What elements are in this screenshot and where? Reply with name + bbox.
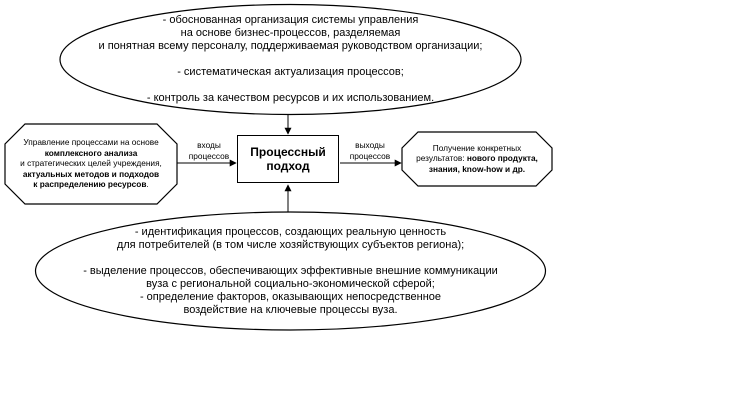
bottom-line-5: - определение факторов, оказывающих непосредственное — [139, 290, 442, 303]
left-line-1: Управление процессами на основе — [23, 137, 159, 148]
left-line-5: к распределению ресурсов. — [33, 179, 149, 190]
outputs-label-line-1: выходы — [355, 140, 385, 150]
bottom-line-2: для потребителей (в том числе хозяйствующих субъектов региона); — [116, 238, 465, 251]
center-box — [237, 135, 339, 183]
left-line-3: и стратегических целей учреждения, — [20, 158, 162, 169]
left-octagon — [5, 123, 177, 204]
outputs-label — [340, 140, 400, 161]
right-line-1: Получение конкретных — [432, 142, 522, 153]
bottom-ellipse — [35, 211, 546, 331]
inputs-label — [183, 140, 235, 161]
left-line-2: комплексного анализа — [44, 147, 138, 158]
inputs-label-line-1: входы — [197, 140, 221, 150]
bottom-line-3: - выделение процессов, обеспечивающих эффективные внешние коммуникации — [83, 264, 498, 277]
outputs-label-line-2: процессов — [349, 150, 391, 161]
top-line-1: - обоснованная организация системы управления — [162, 14, 419, 26]
left-line-4: актуальных методов и подходов — [22, 168, 160, 179]
right-line-3: знания, know-how и др. — [428, 163, 526, 174]
bottom-line-4: вуза с региональной социально-экономической сферой; — [146, 277, 435, 290]
bottom-line-1: - идентификация процессов, создающих реальную ценность — [134, 225, 447, 238]
top-line-2: на основе бизнес-процессов, разделяемая — [180, 27, 401, 39]
top-ellipse — [59, 4, 522, 115]
bottom-line-6: воздействие на ключевые процессы вуза. — [183, 303, 398, 316]
top-line-4: - систематическая актуализация процессов; — [177, 66, 404, 78]
inputs-label-line-2: процессов — [188, 150, 230, 161]
top-line-3: и понятная всему персоналу, поддерживаемая руководством организации; — [98, 40, 483, 52]
right-octagon — [402, 131, 552, 186]
center-title-line-1: Процессный — [250, 145, 326, 159]
center-title-line-2: подход — [266, 159, 310, 173]
top-line-5: - контроль за качеством ресурсов и их использованием. — [146, 92, 435, 104]
right-line-2: результатов: нового продукта, — [416, 153, 538, 164]
